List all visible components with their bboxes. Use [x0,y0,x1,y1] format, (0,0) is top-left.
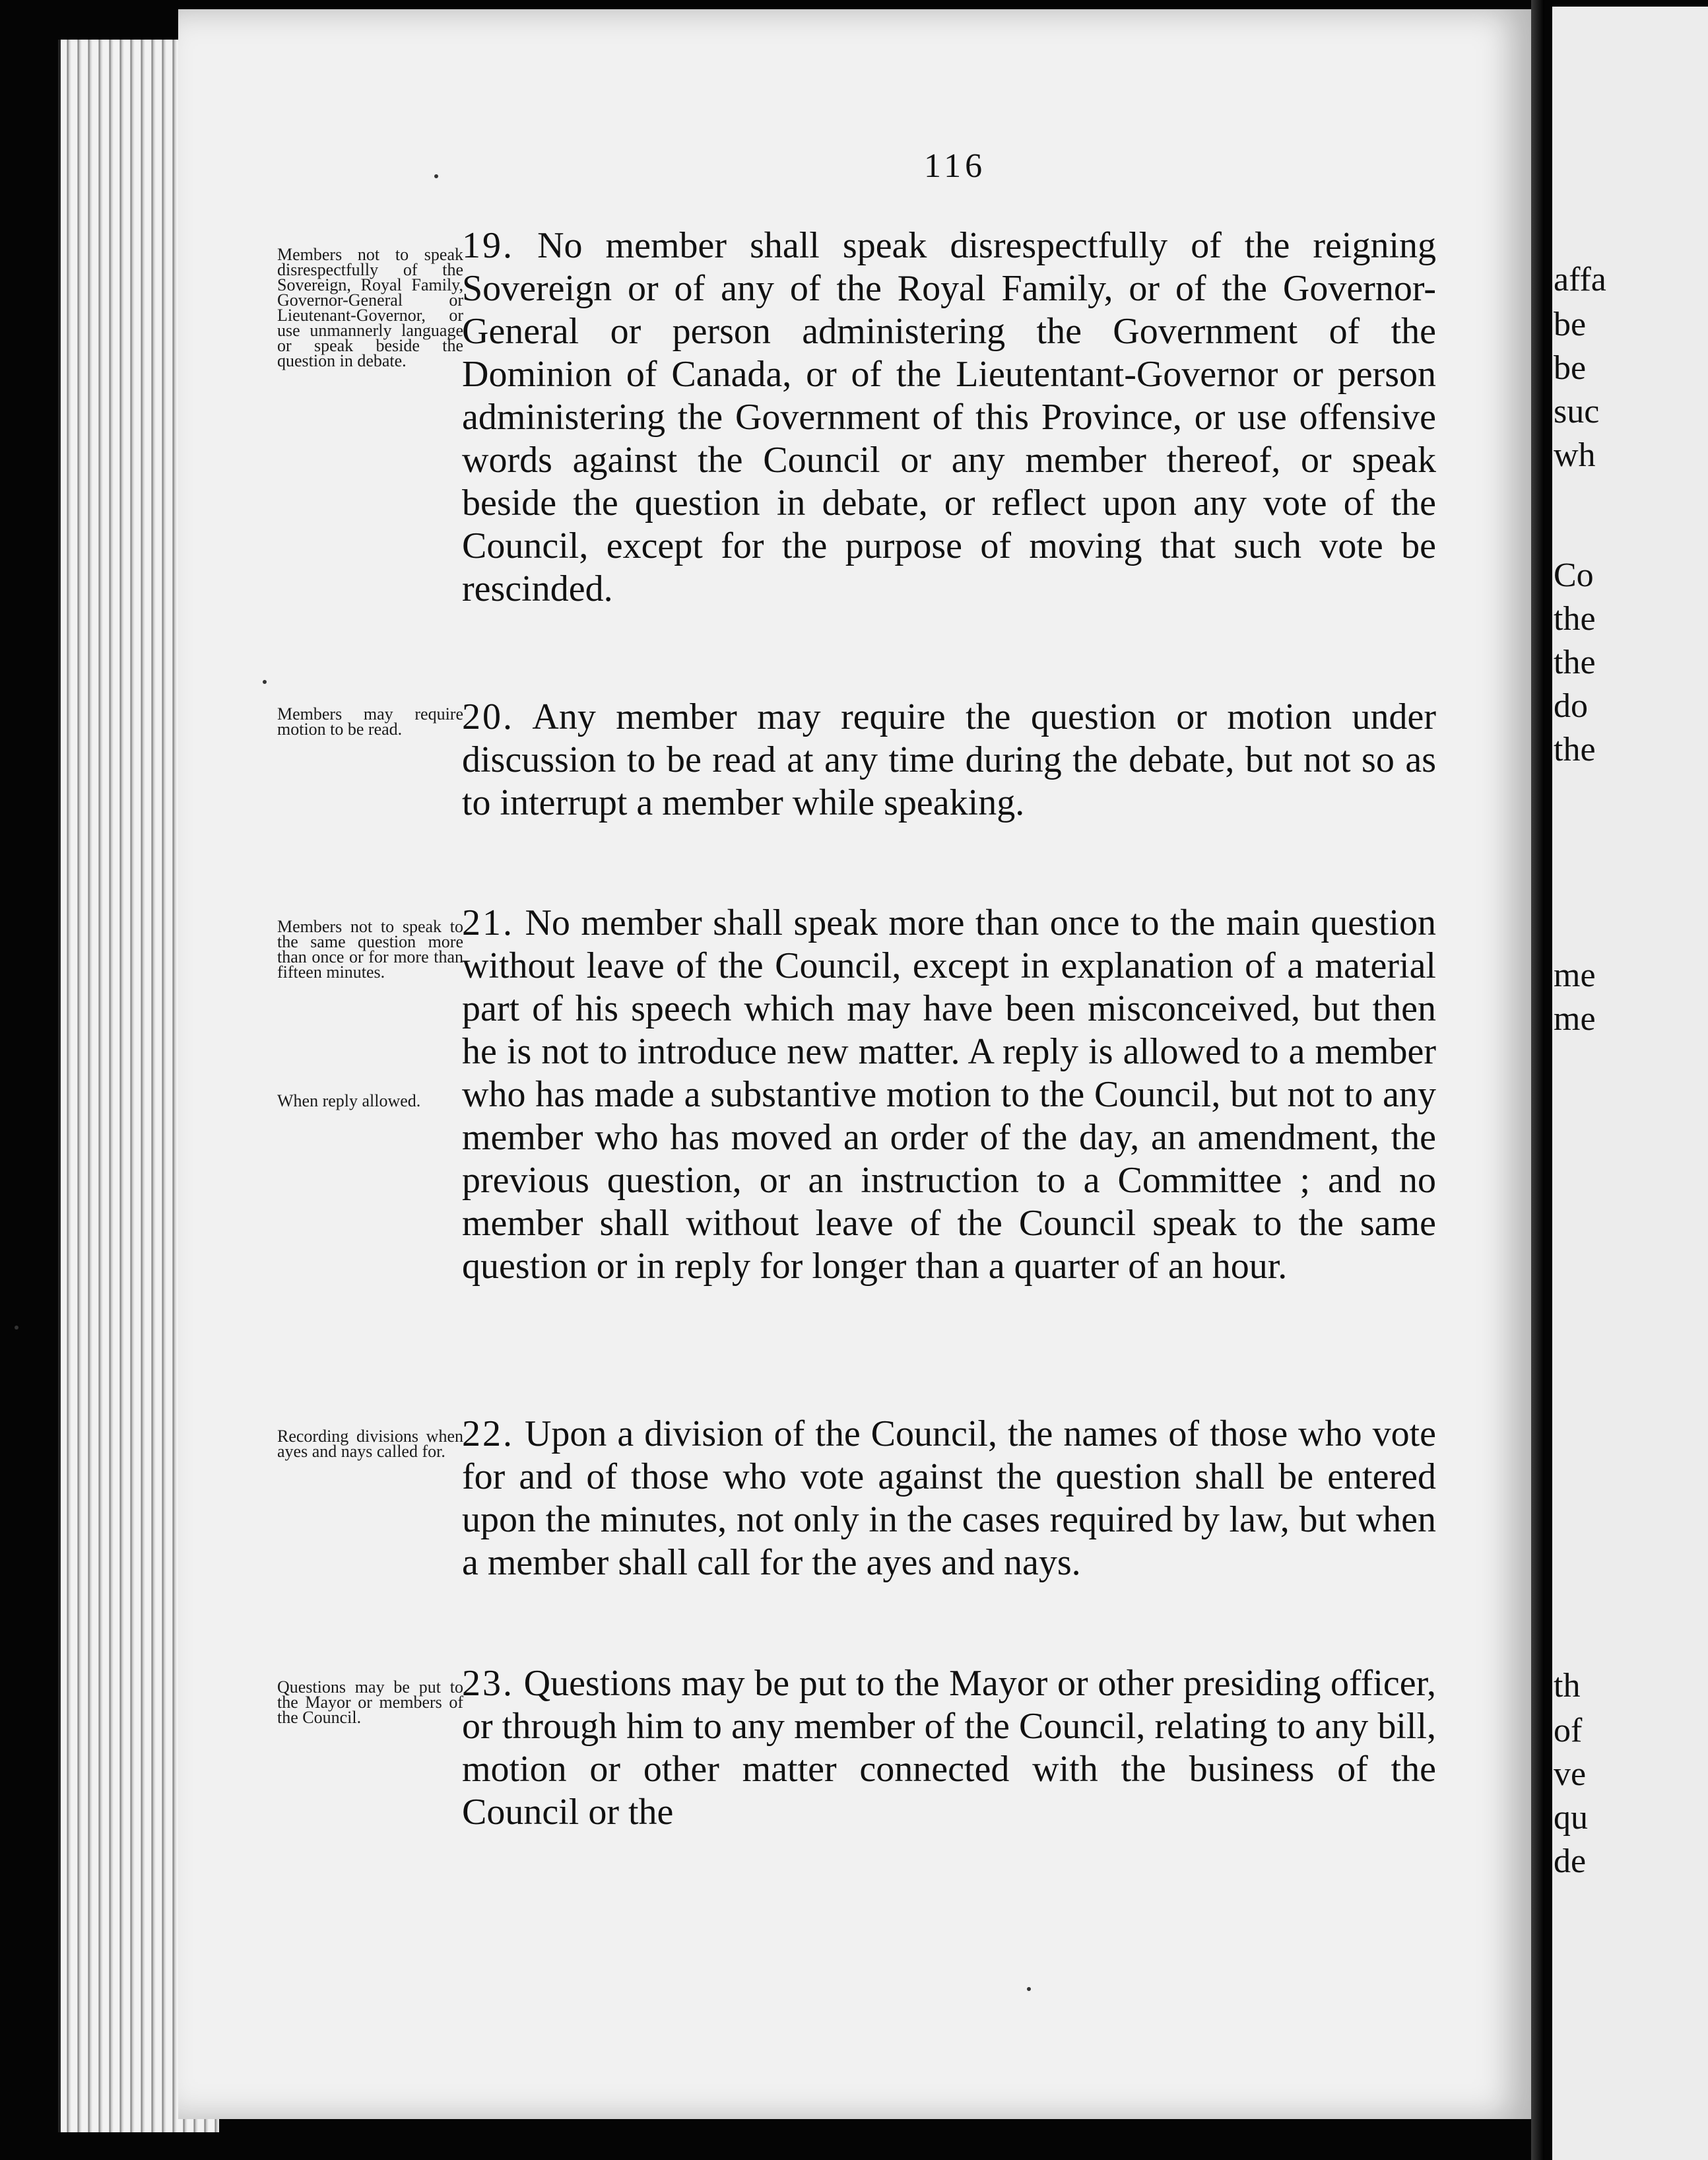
section-22 [462,1413,1436,1584]
facing-page-word: the [1554,600,1596,638]
section-text: Questions may be put to the Mayor or other presiding officer, or through him to any member of the Council, relating to any bill, motion or other matter connected with the business of the Council or the [462,1663,1437,1833]
facing-page-word: me [1554,1000,1596,1038]
facing-page-word: wh [1554,436,1596,474]
facing-page-word: the [1554,644,1596,681]
section-number: 19. [462,225,514,266]
facing-page-fragment [1552,7,1708,2160]
margin-note-20: Members may require motion to be read. [277,704,463,739]
ink-speck [263,680,267,684]
facing-page-word: affa [1554,261,1606,298]
margin-note-23: Questions may be put to the Mayor or members of the Council. [277,1677,463,1727]
facing-page-word: suc [1554,393,1600,430]
ink-speck [434,174,438,178]
section-number: 23. [462,1663,514,1704]
margin-note-21-reply: When reply allowed. [277,1091,421,1110]
facing-page-word: ve [1554,1755,1587,1793]
book-gutter [1531,0,1544,2160]
facing-page-word: qu [1554,1799,1588,1837]
facing-page-word: be [1554,349,1587,387]
facing-page-word: do [1554,687,1588,725]
section-text: No member shall speak disrespectfully of the reigning Sovereign or of any of the Royal Family, or of the Governor-General or person administering the Government of the Dominion of Canada, or of the Lieutentant-Governor or person administering the Government of this Province, or use offensive words against the Council or any member thereof, or speak beside the question in debate, or reflect upon any vote of the Council, except for the purpose of moving that such vote be rescinded. [462,225,1436,609]
section-number: 22. [462,1413,514,1454]
section-number: 21. [462,902,514,943]
facing-page-word: me [1554,957,1596,994]
section-text: Any member may require the question or motion under discussion to be read at any time during the debate, but not so as to interrupt a member while speaking. [462,696,1436,823]
section-21 [462,902,1436,1288]
section-text: Upon a division of the Council, the names of those who vote for and of those who vote against the question shall be entered upon the minutes, not only in the cases required by law, but when a member shall call for the ayes and nays. [462,1413,1437,1583]
section-20 [462,696,1436,825]
facing-page-word: of [1554,1712,1583,1749]
margin-note-22: Recording divisions when ayes and nays called for. [277,1427,463,1461]
section-23 [462,1662,1436,1834]
facing-page-word: th [1554,1667,1581,1704]
facing-page-word: be [1554,306,1587,343]
section-text: No member shall speak more than once to the main question without leave of the Council, except in explanation of a material part of his speech which may have been misconceived, but then he is not to introduce new matter. A reply is allowed to a member who has made a substantive motion to the Council, but not to any member who has moved an order of the day, an amendment, the previous question, or an instruction to a Committee ; and no member shall without leave of the Council speak to the same question or in reply for longer than a quarter of an hour. [462,902,1436,1287]
margin-note-21: Members not to speak to the same question more than once or for more than fifteen minutes. [277,917,463,982]
facing-page-word: the [1554,731,1596,768]
ink-speck [1027,1987,1031,1991]
facing-page-word: Co [1554,557,1594,594]
section-number: 20. [462,696,514,737]
ink-speck [15,1326,18,1330]
page-number: 116 [924,147,987,185]
facing-page-word: de [1554,1842,1587,1880]
section-19 [462,224,1436,611]
margin-note-19: Members not to speak disrespectfully of the Sovereign, Royal Family, Governor-General or Lieutenant-Governor, or use unmannerly language or speak beside the question in debate. [277,245,463,370]
